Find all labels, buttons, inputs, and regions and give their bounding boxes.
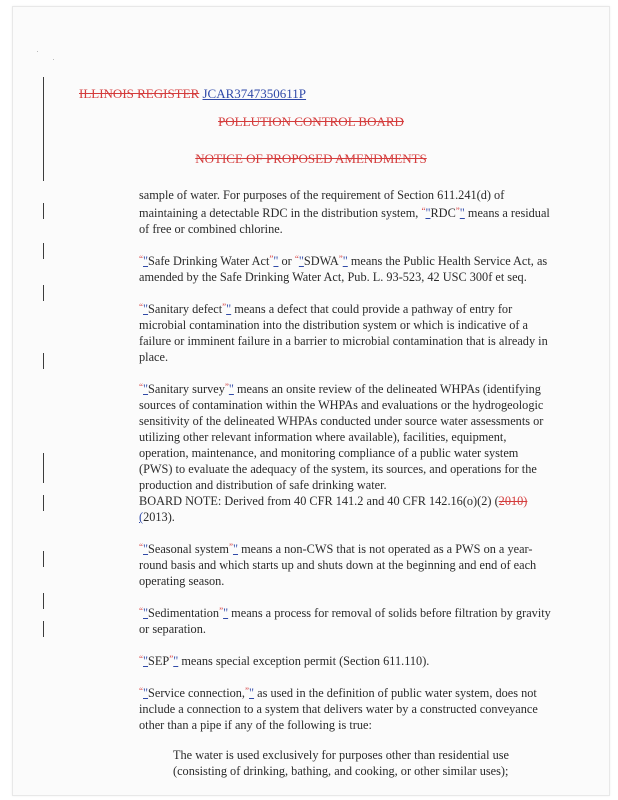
change-bar — [43, 243, 44, 259]
paragraph-sep: “"SEP”" means special exception permit (Section 611.110). — [139, 654, 430, 668]
register-header — [79, 86, 306, 102]
paragraph-exclusion-item: The water is used exclusively for purposes other than residential use (consisting of drinking, bathing, and cooking, or other similar uses); — [173, 748, 510, 778]
scan-speck — [53, 59, 54, 60]
scan-speck — [37, 51, 38, 52]
change-bar — [43, 495, 44, 511]
paragraph-sedimentation: “"Sedimentation”" means a process for removal of solids before filtration by gravity or separation. — [139, 606, 551, 636]
paragraph-service-connection: “"Service connection,”" as used in the definition of public water system, does not include a connection to a system that delivers water by a constructed conveyance other than a pipe if any of the following is true: — [139, 686, 538, 732]
change-bar — [43, 353, 44, 369]
paragraph-rdc: sample of water. For purposes of the requirement of Section 611.241(d) of maintaining a detectable RDC in the distribution system, “"RDC”" means a residual of free or combined chlorine. — [139, 188, 550, 236]
change-bar — [43, 203, 44, 219]
change-bar — [43, 593, 44, 609]
change-bar — [43, 453, 44, 483]
board-note: BOARD NOTE: Derived from 40 CFR 141.2 and 40 CFR 142.16(o)(2) (2010) (2013). — [139, 494, 528, 524]
change-bar — [43, 551, 44, 567]
jcar-id: JCAR3747350611P — [202, 86, 307, 101]
change-bar — [43, 621, 44, 637]
paragraph-sanitary-survey: “"Sanitary survey”" means an onsite review of the delineated WHPAs (identifying sources of contamination within the WHPAs and evaluations or the hydrogeologic sensitivity of the delineated WHPAs conducted under source water assessments or utilizing other relevant information where available), facilities, equipment, operation, maintenance, and monitoring compliance of a public water system (PWS) to evaluate the adequacy of the system, its sources, and operations for the production and distribution of safe drinking water. — [139, 382, 544, 492]
board-header: POLLUTION CONTROL BOARD — [218, 114, 404, 129]
document-page — [12, 6, 610, 796]
notice-header: NOTICE OF PROPOSED AMENDMENTS — [195, 151, 427, 166]
document-body — [139, 187, 551, 793]
paragraph-sanitary-defect: “"Sanitary defect”" means a defect that could provide a pathway of entry for microbial contamination into the distribution system or which is indicative of a failure or imminent failure in a barrier to microbial contamination that is already in place. — [139, 302, 548, 364]
paragraph-sdwa: “"Safe Drinking Water Act”" or “"SDWA”" means the Public Health Service Act, as amended by the Safe Drinking Water Act, Pub. L. 93-523, 42 USC 300f et seq. — [139, 254, 548, 284]
register-struck: ILLINOIS REGISTER — [79, 86, 200, 101]
paragraph-seasonal-system: “"Seasonal system”" means a non-CWS that is not operated as a PWS on a year-round basis and which starts up and shuts down at the beginning and end of each operating season. — [139, 542, 537, 588]
change-bar — [43, 285, 44, 301]
